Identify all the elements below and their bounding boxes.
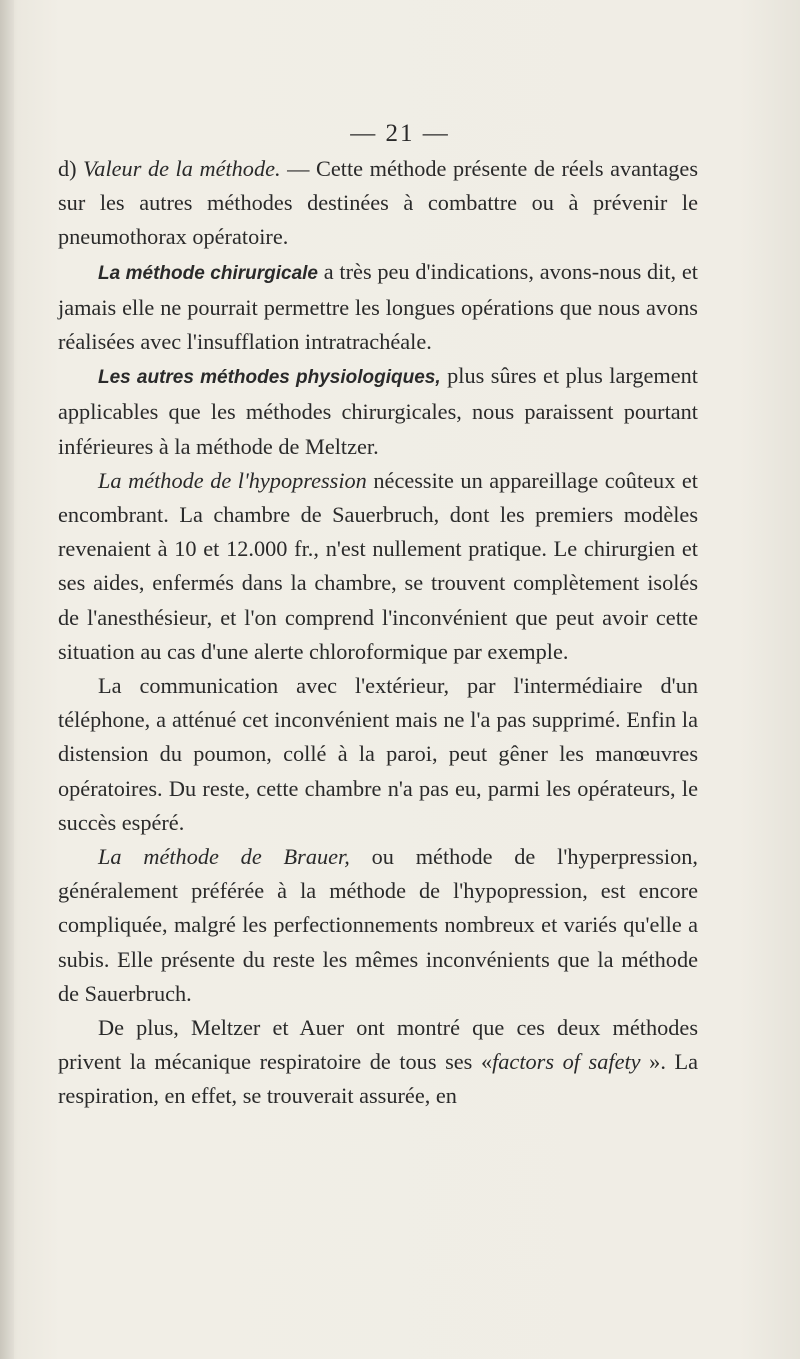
page-spine-shadow [0, 0, 14, 1359]
paragraph-chirurgicale [58, 255, 698, 360]
paragraph-body: De plus, Meltzer et Auer ont montré que ces deux méthodes privent la mécanique respiratoire de tous ses « [58, 1015, 698, 1075]
paragraph-body: plus sûres et plus largement applicables que les méthodes chirurgicales, nous paraissent pourtant inférieures à la méthode de Meltzer. [58, 363, 698, 459]
paragraph-body: nécessite un appareillage coûteux et encombrant. La chambre de Sauerbruch, dont les premiers modèles revenaient à 10 et 12.000 fr., n'est nullement pratique. Le chirurgien et ses aides, enfermés dans la chambre, se trouvent complètement isolés de l'anesthésieur, et l'on comprend l'inconvénient que peut avoir cette situation au cas d'une alerte chloroformique par exemple. [58, 467, 698, 664]
paragraph-hypopression [58, 464, 698, 669]
paragraph-physiologiques [58, 359, 698, 464]
paragraph-brauer [58, 840, 698, 1011]
body-text [58, 152, 698, 1114]
paragraph-body: La communication avec l'extérieur, par l'intermédiaire d'un téléphone, a atténué cet inconvénient mais ne l'a pas supprimé. Enfin la distension du poumon, collé à la paroi, peut gêner les manœuvres opératoires. Du reste, cette chambre n'a pas eu, parmi les opérateurs, le succès espéré. [58, 673, 698, 835]
paragraph-body: a très peu d'indications, avons-nous dit, et jamais elle ne pourrait permettre les longues opérations que nous avons réalisées avec l'insufflation intratrachéale. [58, 258, 698, 355]
quoted-term: factors of safety [492, 1049, 641, 1075]
paragraph-body: — Cette méthode présente de réels avantages sur les autres méthodes destinées à combattre ou à prévenir le pneumothorax opératoire. [58, 156, 699, 250]
emphasis-term: La méthode chirurgicale [98, 262, 318, 284]
emphasis-term: La méthode de Brauer, [98, 844, 350, 870]
paragraph-valeur [58, 152, 698, 255]
page-number: — 21 — [350, 120, 450, 147]
paragraph-body: ou méthode de l'hyperpression, généralement préférée à la méthode de l'hypopression, est encore compliquée, malgré les perfectionnements nombreux et variés qu'elle a subis. Elle présente du reste les mêmes inconvénients que la méthode de Sauerbruch. [58, 844, 698, 1006]
emphasis-term: La méthode de l'hypopression [98, 467, 367, 493]
section-letter: d) [58, 156, 84, 181]
paragraph-meltzer [58, 1011, 698, 1114]
section-heading: Valeur de la méthode. [83, 156, 281, 181]
emphasis-term: Les autres méthodes physiologiques, [98, 367, 441, 389]
paragraph-communication [58, 669, 698, 840]
paragraph-tail: ». La respiration, en effet, se trouverait assurée, en [58, 1049, 698, 1109]
